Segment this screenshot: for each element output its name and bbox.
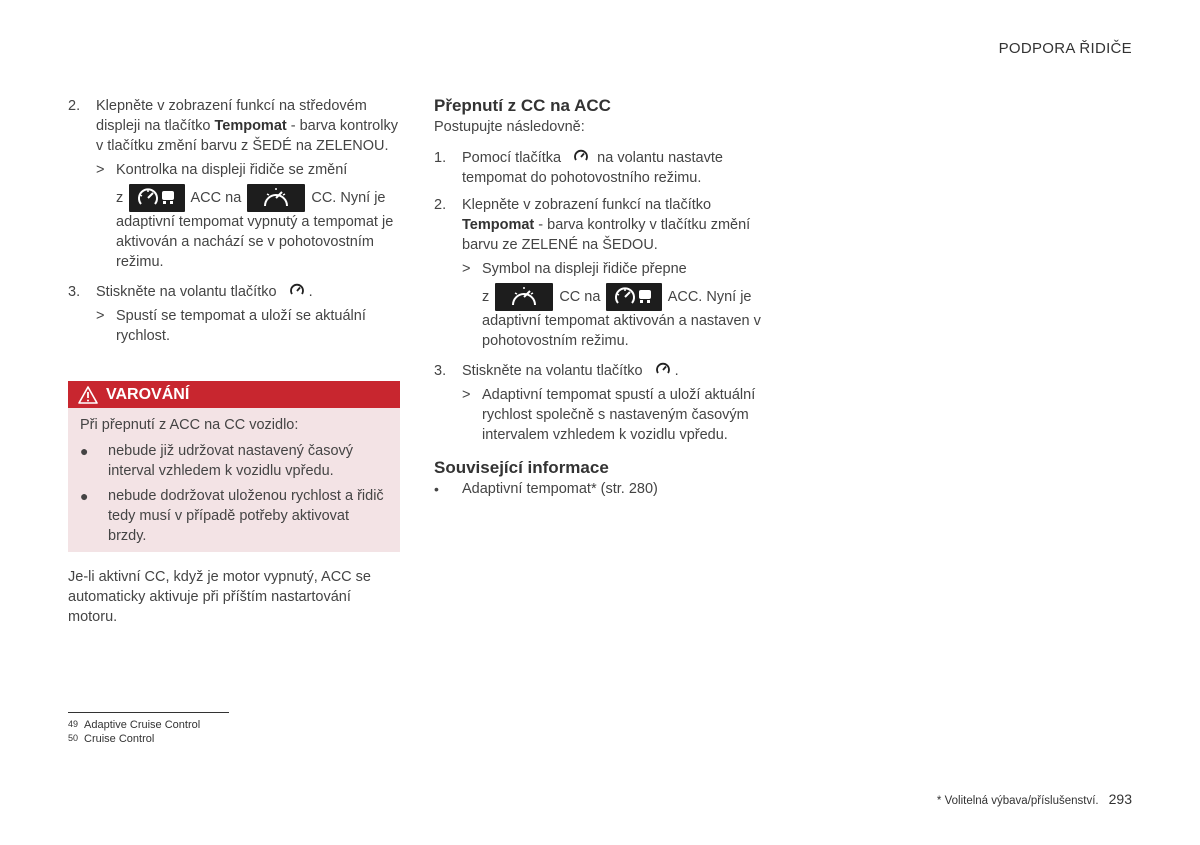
step-text: Stiskněte na volantu tlačítko bbox=[96, 284, 277, 300]
result bbox=[462, 385, 769, 445]
footnote-text: Cruise Control bbox=[84, 733, 155, 745]
cc-display-icon bbox=[495, 283, 553, 311]
warning-body bbox=[68, 408, 400, 546]
step-number: 3. bbox=[68, 284, 81, 300]
warning-intro: Při přepnutí z ACC na CC vozidlo: bbox=[80, 417, 299, 433]
right-step-2-result bbox=[434, 259, 769, 351]
page-footer bbox=[937, 791, 1132, 807]
tempomat-label: Tempomat bbox=[462, 217, 535, 233]
left-step-2-result bbox=[68, 160, 400, 272]
cruise-button-icon bbox=[655, 361, 671, 377]
step-text: - barva kontrolky v tlačítku změní barvu ze ZELENÉ na ŠEDOU. bbox=[462, 217, 751, 253]
result bbox=[96, 306, 400, 346]
result-text: Symbol na displeji řidiče přepne bbox=[482, 261, 687, 277]
right-step-3 bbox=[434, 361, 769, 381]
result-text: Kontrolka na displeji řidiče se změní bbox=[116, 162, 348, 178]
page-number: 293 bbox=[1108, 791, 1132, 807]
warning-title: VAROVÁNÍ bbox=[106, 386, 190, 403]
intro-text: Postupujte následovně: bbox=[434, 119, 585, 135]
result-acc-text: ACC na bbox=[190, 189, 242, 206]
left-step-3 bbox=[68, 282, 400, 302]
result-marker: > bbox=[462, 261, 471, 277]
step-text: Klepněte v zobrazení funkcí na středovém displeji na tlačítko bbox=[96, 98, 367, 134]
step-text: - barva kontrolky v tlačítku změní barvu z ŠEDÉ na ZELENOU. bbox=[96, 118, 398, 154]
right-column bbox=[434, 95, 769, 499]
right-step-2 bbox=[434, 195, 769, 255]
result-text: ACC. Nyní je adaptivní tempomat aktivován a nastaven v pohotovostním režimu. bbox=[482, 288, 761, 349]
footnote-divider bbox=[68, 712, 229, 713]
cruise-button-icon bbox=[573, 148, 589, 164]
result-from: z bbox=[116, 189, 124, 206]
step-text: Klepněte v zobrazení funkcí na tlačítko bbox=[462, 197, 712, 213]
acc-display-icon bbox=[606, 283, 662, 311]
warning-bullet-text: nebude již udržovat nastavený časový interval vzhledem k vozidlu vpředu. bbox=[108, 443, 354, 479]
section-heading: Přepnutí z CC na ACC bbox=[434, 96, 611, 115]
paragraph: Je-li aktivní CC, když je motor vypnutý, ACC se automaticky aktivuje při příštím nastartování motoru. bbox=[68, 569, 371, 625]
step-text: Pomocí tlačítka bbox=[462, 150, 562, 166]
related-heading: Související informace bbox=[434, 458, 609, 477]
result-icons-line bbox=[96, 184, 400, 272]
right-step-1 bbox=[434, 148, 769, 188]
left-column bbox=[68, 96, 400, 346]
footnote-number: 49 bbox=[68, 719, 79, 729]
footnote-50 bbox=[68, 732, 154, 746]
warning-triangle-icon bbox=[78, 386, 98, 404]
result-text: CC. Nyní je adaptivní tempomat vypnutý a tempomat je aktivován a nachází se v pohotovostním režimu. bbox=[116, 189, 394, 270]
result-marker: > bbox=[96, 308, 105, 324]
result-cc-text: CC na bbox=[559, 288, 601, 305]
step-number: 2. bbox=[434, 197, 447, 213]
result-icons-line bbox=[462, 283, 769, 351]
warning-bullet bbox=[80, 486, 388, 546]
bullet-dot: ● bbox=[80, 443, 89, 459]
step-text: na volantu nastavte tempomat do pohotovostního režimu. bbox=[462, 150, 723, 186]
acc-display-icon bbox=[129, 184, 185, 212]
step-number: 1. bbox=[434, 150, 447, 166]
related-item[interactable] bbox=[434, 479, 769, 499]
result-text: Spustí se tempomat a uloží se aktuální rychlost. bbox=[116, 308, 366, 344]
result-from: z bbox=[482, 288, 490, 305]
step-text-end: . bbox=[308, 284, 313, 300]
right-step-3-result bbox=[434, 385, 769, 445]
tempomat-label: Tempomat bbox=[214, 118, 287, 134]
left-step-3-result bbox=[68, 306, 400, 346]
warning-box bbox=[68, 381, 400, 552]
bullet-dot: • bbox=[434, 481, 439, 497]
bullet-dot: ● bbox=[80, 488, 89, 504]
result-text: Adaptivní tempomat spustí a uloží aktuální rychlost společně s nastaveným časovým intervalem vzhledem k vozidlu vpředu. bbox=[482, 387, 756, 443]
warning-bullet-text: nebude dodržovat uloženou rychlost a řidič tedy musí v případě potřeby aktivovat brzdy. bbox=[108, 488, 384, 544]
step-text-end: . bbox=[674, 363, 679, 379]
footnote-49 bbox=[68, 718, 200, 732]
footnote-number: 50 bbox=[68, 733, 79, 743]
result-marker: > bbox=[462, 387, 471, 403]
cruise-button-icon bbox=[289, 282, 305, 298]
footnote-text: Adaptive Cruise Control bbox=[84, 719, 201, 731]
warning-bullet bbox=[80, 441, 388, 481]
cc-display-icon bbox=[247, 184, 305, 212]
section-title: PODPORA ŘIDIČE bbox=[998, 40, 1132, 57]
result bbox=[462, 259, 769, 279]
step-number: 3. bbox=[434, 363, 447, 379]
step-number: 2. bbox=[68, 98, 81, 114]
related-link[interactable]: Adaptivní tempomat* (str. 280) bbox=[462, 481, 658, 497]
result-marker: > bbox=[96, 162, 105, 178]
footer-note: * Volitelná výbava/příslušenství. bbox=[936, 795, 1099, 807]
warning-header bbox=[68, 381, 400, 408]
left-step-2 bbox=[68, 96, 400, 156]
step-text: Stiskněte na volantu tlačítko bbox=[462, 363, 643, 379]
result bbox=[96, 160, 400, 180]
